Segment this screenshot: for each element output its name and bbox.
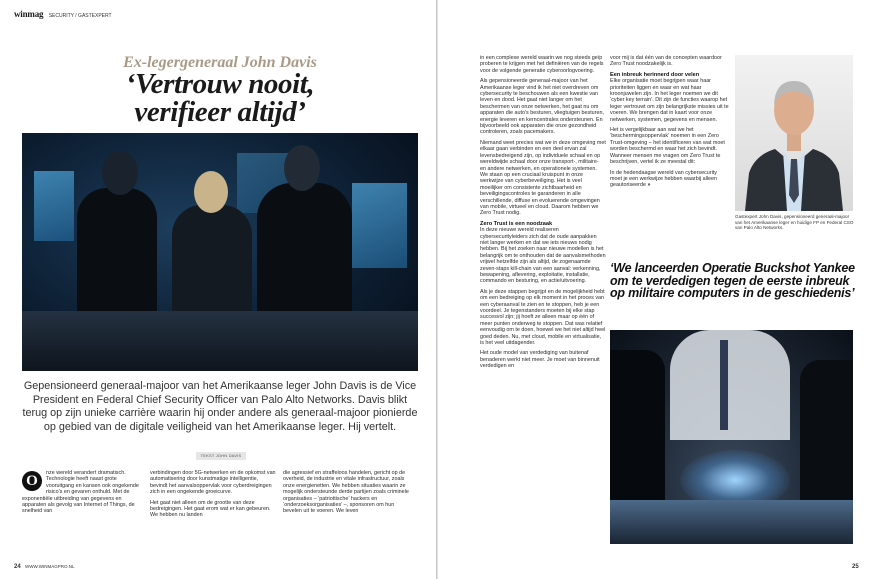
wall-screen: [352, 183, 407, 268]
portrait-illustration: [735, 55, 853, 211]
page-number: 24: [14, 564, 21, 570]
section-label: SECURITY / GASTEXPERT: [48, 13, 112, 19]
wall-screen: [34, 171, 74, 241]
pull-quote: ‘We lanceerden Operatie Buckshot Yankee om te verdedigen tegen de eerste inbreuk op militaire computers in de geschiedenis’: [610, 261, 855, 300]
control-room-photo: [22, 133, 418, 371]
person-head: [102, 151, 138, 195]
left-page: [0, 0, 436, 579]
paragraph: Als gepensioneerde generaal-majoor van het Amerikaanse leger vind ik het niet overdreven om cybersecurity te beschouwen als een kwestie van leven en dood. Het gaat niet langer om het beschermen van onze netwerken, het gaat nu om apparaten die auto’s besturen, vliegtuigen besturen, energie leveren en kerncentrales ondersteunen. En bijvoorbeeld ook apparaten die onze gezondheid controleren, zoals pacemakers.: [480, 78, 604, 136]
touchscreen-table-photo: [610, 330, 853, 544]
subheading: Een inbreuk herinnerd door velen: [610, 71, 700, 78]
man-white-shirt: [670, 330, 790, 440]
paragraph: [610, 170, 730, 189]
paragraph: Elke organisatie moet begrijpen waar haar prioriteiten liggen en waar en wat haar kroonjuwelen zijn. In het leger noemen we dit ‘cyber key terrain’. Dit zijn de functies waarop het leger vertrouwt om zijn belangrijkste missies uit te voeren. We brengen dat in kaart voor onze netwerken, systemen, gegevens en mensen.: [610, 78, 729, 123]
person-left: [610, 350, 665, 510]
article-intro: Gepensioneerd generaal-majoor van het Amerikaanse leger John Davis is de Vice President en Federal Chief Security Officer van Palo Alto Networks. Davis blikt terug op zijn unieke carrière waarin hij onder andere als generaal-majoor pionierde op gebied van de digitale veiligheid van het Amerikaanse leger. Hij vertelt.: [22, 380, 418, 433]
headline-line-1: ‘Vertrouw nooit,: [125, 68, 315, 100]
paragraph: die agressief en straffeloos handelen, gericht op de overheid, de industrie en vitale infrastructuur, zoals onze energienetten. We hebben situaties waarin ze mogelijk ondersteunde derde partijen zoals criminele organisaties – ‘patriottische’ hackers en ‘onderzoeksorganisaties’ –, sponsoren om hun bevelen uit te voeren. We leven: [283, 470, 409, 515]
paragraph: voor mij is dat één van de concepten waardoor Zero Trust noodzakelijk is.: [610, 55, 722, 68]
footer-url: WWW.WINMAGPRO.NL: [24, 564, 75, 569]
tie: [720, 340, 728, 430]
text-column-2: [150, 470, 276, 523]
paragraph: in een complexe wereld waarin we nog steeds geïp proberen te krijgen met het definiëren van de regels voor de volgende generatie cyberoorlogvoering.: [480, 55, 604, 74]
portrait-caption: Gastexpert John Davis, gepensioneerd generaal-majoor van het Amerikaanse leger en huidige FP en Federal CSO van Palo Alto Networks.: [735, 214, 854, 231]
john-davis-portrait: [735, 55, 853, 211]
text-column-4: [480, 55, 606, 374]
paragraph-text: In de hedendaagse wereld van cybersecurity moet je een werkwijze hebben waarbij alleen geautoriseerde: [610, 169, 717, 189]
paragraph: Het gaat niet alleen om de grootte van deze bedreigingen. Het gaat erom wat er kan gebeuren. We hebben nu landen: [150, 499, 271, 519]
continue-arrow: »: [647, 182, 651, 189]
text-column-3: [283, 470, 411, 519]
paragraph: Het oude model van verdediging van buitenaf benaderen werkt niet meer. Je moet van binnenuit verdedigen en: [480, 350, 600, 370]
subheading: Zero Trust is een noodzaak: [480, 220, 553, 227]
text-column-5: [610, 55, 730, 193]
drop-cap: O: [22, 471, 42, 491]
person-right: [800, 360, 853, 500]
text-column-1: [22, 470, 142, 515]
person-head: [194, 171, 228, 213]
article-kicker: Ex-legergeneraal John Davis: [123, 54, 317, 71]
person-head: [284, 145, 320, 191]
right-footer: [852, 564, 862, 570]
paragraph: In deze nieuwe wereld realiseren cybersecurityleiders zich dat de oude aanpakken niet langer werken en dat we iets nieuws nodig hebben. Bij het zoeken naar nieuwe modellen is het belangrijk om te onthouden dat de aanvalsmethoden vrijwel hetzelfde zijn als altijd, de zogenaamde zeven-staps kill-chain van een aanval: verkenning, bewapening, aflevering, exploitatie, installatie, commando en besturing, en actie/uitvoering.: [480, 227, 606, 285]
byline: TEKST JOHN DAVIS: [196, 452, 246, 460]
paragraph: Als je deze stappen begrijpt en de mogelijkheid hebt om een bedreiging op elk moment in het proces van een cyberaanval te zien en te stoppen, heb je een voordeel. Je tegenstanders moeten bij elke stap succesvol zijn; jij hoeft ze alleen maar op één of meer punten onderweg te stoppen. Dat was relatief eenvoudig om te doen, hoewel we het niet altijd heel goed deden. Nu, met cloud, mobile en virtualisatie, is het veel uitdagender.: [480, 288, 606, 347]
magazine-logo: winmag: [14, 9, 44, 19]
touch-table: [610, 500, 853, 544]
page-number: 25: [852, 564, 859, 570]
headline-line-2: verifieer altijd’: [134, 96, 306, 128]
paragraph: nze wereld verandert dramatisch. Technologie heeft naast grote vooruitgang en kansen ook ongekende risico’s en gevaren onthuld. Met de exponentiële uitbreiding van gegevens en apparaten als gevolg van Internet of Things, de snelheid van: [22, 470, 139, 515]
desk: [22, 311, 418, 371]
paragraph: Het is vergelijkbaar aan wat we het ‘beschermingsoppervlak’ noemen in een Zero Trust-omgeving – het identificeren van wat moet worden beschermd en waar het zich bevindt. Wanneer mensen me vragen om Zero Trust te beschrijven, vertel ik ze meestal dit:: [610, 127, 725, 166]
paragraph: Niemand weet precies wat we in deze omgeving met elkaar gaan verbinden en een deel ervan zal levensbedreigend zijn, op individuele schaal en op wereldwijde schaal door onze transport-, militaire- en andere netwerken, en operationele systemen. We staan op een cruciaal kruispunt in onze werkwijze van cyberbeveiliging. Het is veel moeilijker om consistente zichtbaarheid en beveiligingscontroles te garanderen in alle verschillende, diffuse en evoluerende omgevingen van mobile, virtueel en cloud. Daarom hebben we Zero Trust nodig.: [480, 139, 606, 217]
paragraph: verbindingen door 5G-netwerken en de opkomst van automatisering door kunstmatige intelligentie, bevindt het aanvalsoppervlak voor cyberdreigingen zich in een ongekende groeicurve.: [150, 470, 276, 496]
left-footer: [14, 564, 74, 570]
article-headline: [20, 70, 420, 126]
masthead: [14, 9, 112, 19]
